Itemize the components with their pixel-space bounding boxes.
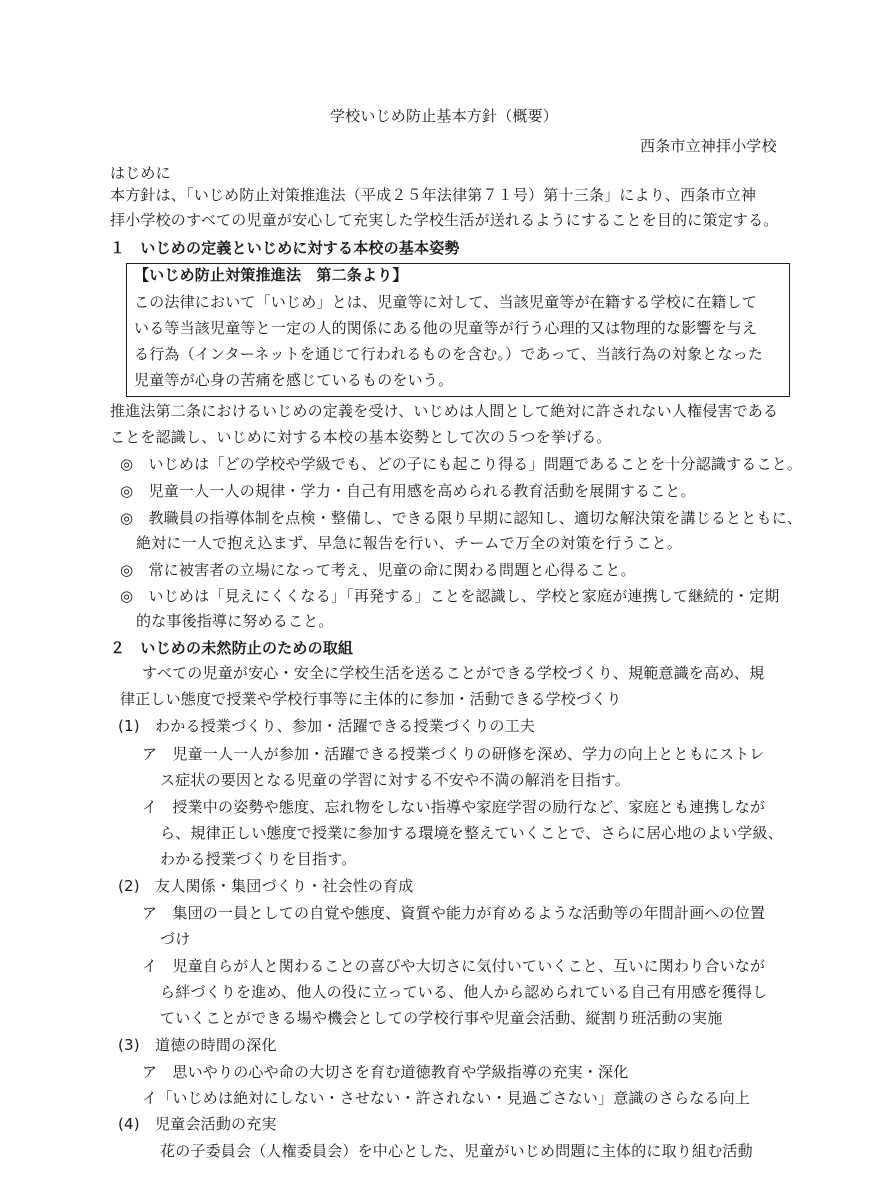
policy-item: ◎ いじめは「どの学校や学級でも、どの子にも起こり得る」問題であることを十分認識すること。: [120, 455, 803, 473]
intro-line: 本方針は、「いじめ防止対策推進法（平成２５年法律第７１号）第十三条」により、西条市立神: [110, 186, 757, 204]
policy-item: ◎ 常に被害者の立場になって考え、児童の命に関わる問題と心得ること。: [120, 561, 636, 579]
section-2-paragraph: すべての児童が安心・安全に学校生活を送ることができる学校づくり、規範意識を高め、規: [142, 664, 765, 682]
section-2-heading: ２ いじめの未然防止のための取組: [110, 639, 354, 657]
intro-line: 拝小学校のすべての児童が安心して充実した学校生活が送れるようにすることを目的に策定する。: [110, 211, 779, 229]
law-quote-line: る行為（インターネットを通じて行われるものを含む。）であって、当該行為の対象となった: [134, 345, 764, 363]
subsection-2-heading: (2) 友人関係・集団づくり・社会性の育成: [118, 877, 414, 895]
subsection-item: イ 児童自らが人と関わることの喜びや大切さに気付いていくこと、互いに関わり合いなが: [142, 957, 766, 975]
subsection-item-continued: ス症状の要因となる児童の学習に対する不安や不満の解消を目指す。: [160, 771, 631, 789]
law-quote-line: この法律において「いじめ」とは、児童等に対して、当該児童等が在籍する学校に在籍して: [134, 293, 757, 311]
policy-item-continued: 的な事後指導に努めること。: [136, 612, 334, 630]
section-1-paragraph: ことを認識し、いじめに対する本校の基本姿勢として次の５つを挙げる。: [110, 428, 612, 446]
policy-item: ◎ 教職員の指導体制を点検・整備し、できる限り早期に認知し、適切な解決策を講じるとともに、: [120, 509, 803, 527]
intro-heading: はじめに: [110, 164, 171, 182]
policy-item-continued: 絶対に一人で抱え込まず、早急に報告を行い、チームで万全の対策を行うこと。: [136, 534, 683, 552]
subsection-item: ア 児童一人一人が参加・活躍できる授業づくりの研修を深め、学力の向上とともにストレ: [142, 745, 765, 763]
policy-item: ◎ いじめは「見えにくくなる」「再発する」ことを認識し、学校と家庭が連携して継続的・定期: [120, 587, 780, 605]
law-quote-line: いる等当該児童等と一定の人的関係にある他の児童等が行う心理的又は物理的な影響を与え: [134, 319, 758, 337]
subsection-text: 花の子委員会（人権委員会）を中心とした、児童がいじめ問題に主体的に取り組む活動: [160, 1142, 753, 1160]
policy-item: ◎ 児童一人一人の規律・学力・自己有用感を高められる教育活動を展開すること。: [120, 482, 696, 500]
document-title: 学校いじめ防止基本方針（概要）: [330, 107, 559, 125]
subsection-item: イ 授業中の姿勢や態度、忘れ物をしない指導や家庭学習の励行など、家庭とも連携しなが: [142, 798, 766, 816]
subsection-item-continued: ら絆づくりを進め、他人の役に立っている、他人から認められている自己有用感を獲得し: [160, 983, 768, 1001]
subsection-item: ア 思いやりの心や命の大切さを育む道徳教育や学級指導の充実・深化: [142, 1063, 629, 1081]
subsection-item-continued: ていくことができる場や機会としての学校行事や児童会活動、縦割り班活動の実施: [160, 1009, 723, 1027]
subsection-item: ア 集団の一員としての自覚や態度、資質や能力が育めるような活動等の年間計画への位置: [142, 904, 766, 922]
subsection-item-continued: わかる授業づくりを目指す。: [160, 850, 357, 868]
school-name: 西条市立神拝小学校: [640, 137, 777, 155]
subsection-item-continued: づけ: [160, 930, 191, 948]
law-quote-heading: 【いじめ防止対策推進法 第二条より】: [134, 266, 408, 284]
law-quote-line: 児童等が心身の苦痛を感じているものをいう。: [134, 371, 454, 389]
subsection-4-heading: (4) 児童会活動の充実: [118, 1115, 277, 1133]
section-1-heading: １ いじめの定義といじめに対する本校の基本姿勢: [110, 239, 460, 257]
subsection-item-continued: ら、規律正しい態度で授業に参加する環境を整えていくことで、さらに居心地のよい学級、: [160, 824, 783, 842]
subsection-item: イ「いじめは絶対にしない・させない・許されない・見過ごさない」意識のさらなる向上: [142, 1089, 751, 1107]
section-2-paragraph: 律正しい態度で授業や学校行事等に主体的に参加・活動できる学校づくり: [120, 690, 622, 708]
section-1-paragraph: 推進法第二条におけるいじめの定義を受け、いじめは人間として絶対に許されない人権侵害である: [110, 402, 779, 420]
subsection-3-heading: (3) 道徳の時間の深化: [118, 1036, 277, 1054]
subsection-1-heading: (1) わかる授業づくり、参加・活躍できる授業づくりの工夫: [118, 717, 536, 735]
